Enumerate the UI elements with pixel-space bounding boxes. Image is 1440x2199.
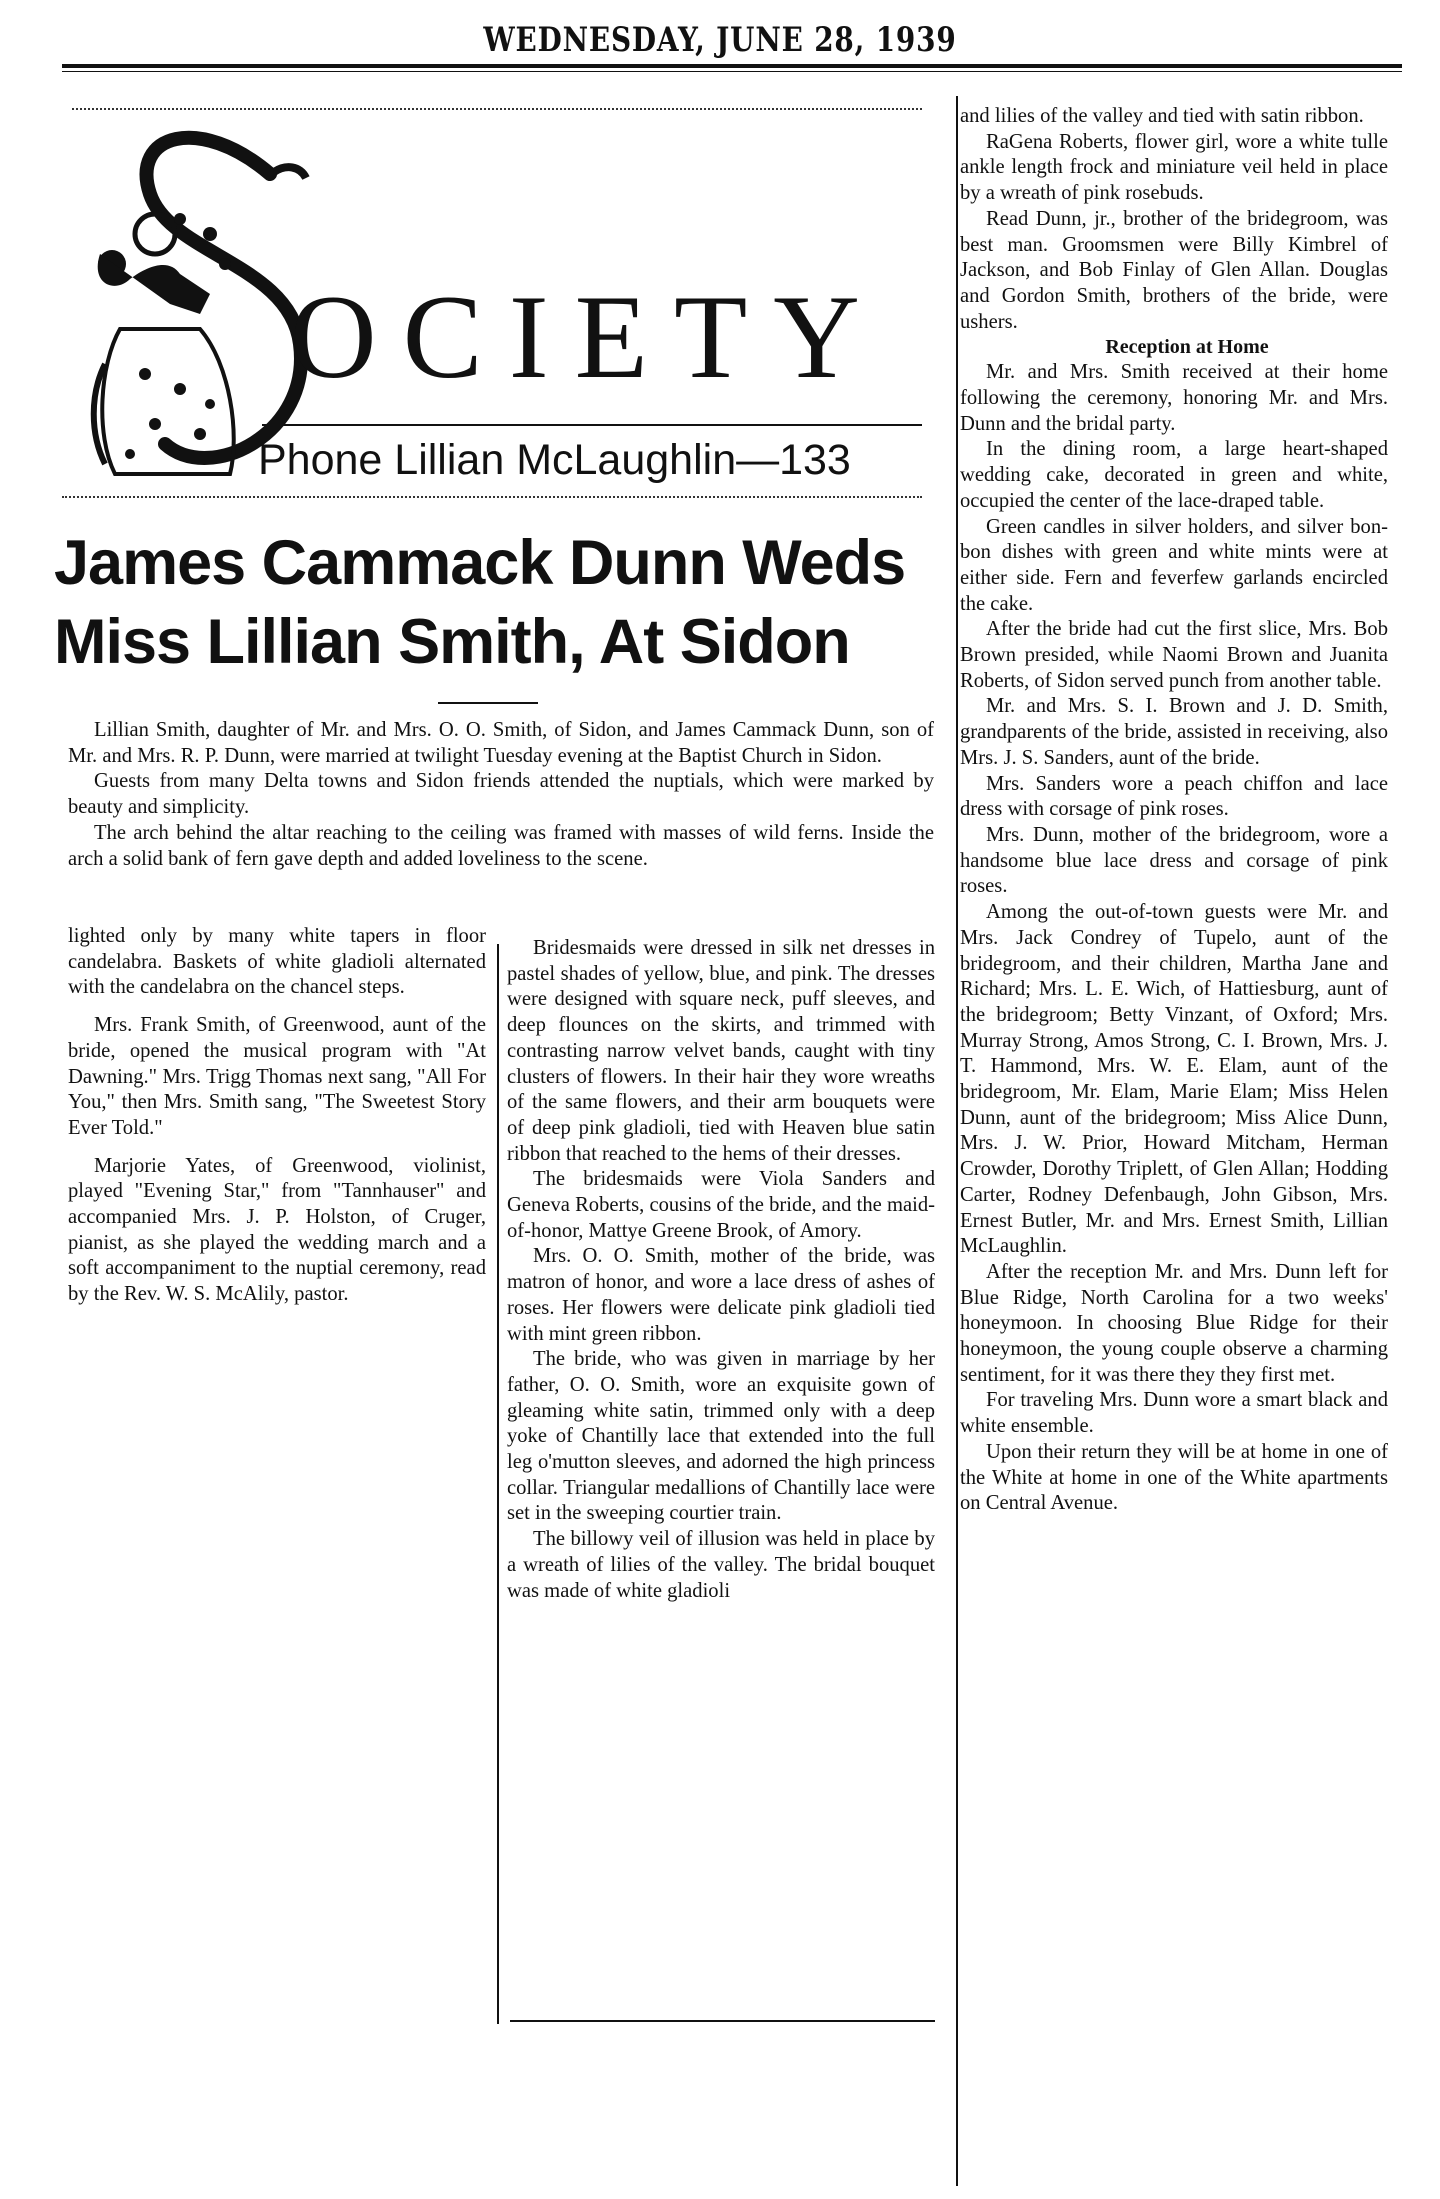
masthead-rule-thin — [62, 71, 1402, 72]
lead-paragraph: The arch behind the altar reaching to the ceiling was framed with masses of wild ferns. Inside the arch a solid bank of fern gave depth and added loveliness to the scene. — [68, 821, 934, 870]
lead-paragraph: Lillian Smith, daughter of Mr. and Mrs. O. O. Smith, of Sidon, and James Cammack Dunn, son of Mr. and Mrs. R. P. Dunn, were married at twilight Tuesday evening at the Baptist Church in Sidon. — [68, 719, 934, 767]
column-2-end-rule — [510, 2020, 935, 2022]
column-2-paragraph: Bridesmaids were dressed in silk net dresses in pastel shades of yellow, blue, and pink. The dresses were designed with square neck, puff sleeves, and deep flounces on the skirts, and trimmed with contrasting narrow velvet bands, caught with tiny clusters of flowers. In their hair they wore wreaths of the same flowers, and their arm bouquets were of deep pink gladioli, tied with Heaven blue satin ribbon that reached to the hems of their dresses. — [507, 937, 935, 1165]
column-2-paragraph: The bridesmaids were Viola Sanders and Geneva Roberts, cousins of the bride, and the maid-of-honor, Mattye Greene Brook, of Amory. — [507, 1168, 935, 1242]
column-3 — [960, 104, 1388, 1517]
dateline: WEDNESDAY, JUNE 28, 1939 — [483, 20, 957, 60]
column-3-paragraph: Read Dunn, jr., brother of the bridegroom, was best man. Groomsmen were Billy Kimbrel of Jackson, and Bob Finlay of Glen Allan. Douglas and Gordon Smith, brothers of the bride, were ushers. — [960, 207, 1388, 333]
column-1-paragraph: Mrs. Frank Smith, of Greenwood, aunt of the bride, opened the musical program with "At Dawning." Mrs. Trigg Thomas next sang, "All For You," then Mrs. Smith sang, "The Sweetest Story Ever Told." — [68, 1014, 486, 1139]
column-3-paragraph: Mr. and Mrs. Smith received at their home following the ceremony, honoring Mr. and Mrs. Dunn and the bridal party. — [960, 361, 1388, 435]
masthead-rule — [62, 64, 1402, 68]
column-3-paragraph: After the reception Mr. and Mrs. Dunn left for Blue Ridge, North Carolina for a two weeks' honeymoon. In choosing Blue Ridge for their honeymoon, the young couple observe a charming sentiment, for it was there they they first met. — [960, 1260, 1388, 1386]
headline-rule — [438, 702, 538, 704]
headline-line-2: Miss Lillian Smith, At Sidon — [54, 607, 850, 677]
column-2-paragraph: The billowy veil of illusion was held in place by a wreath of lilies of the valley. The bridal bouquet was made of white gladioli — [507, 1528, 935, 1602]
column-2 — [507, 936, 935, 1604]
society-mid-rule — [262, 424, 922, 426]
column-3-paragraph: RaGena Roberts, flower girl, wore a white tulle ankle length frock and miniature veil held in place by a wreath of pink rosebuds. — [960, 130, 1388, 205]
lead-text — [68, 718, 934, 872]
column-divider-right — [956, 96, 958, 2186]
phone-line: Phone Lillian McLaughlin—133 — [258, 436, 851, 484]
column-3-paragraph: After the bride had cut the first slice, Mrs. Bob Brown presided, while Naomi Brown and Juanita Roberts, of Sidon served punch from another table. — [960, 618, 1388, 692]
society-bottom-rule — [62, 496, 922, 498]
column-1 — [68, 924, 486, 1308]
column-2-paragraph: The bride, who was given in marriage by her father, O. O. Smith, wore an exquisite gown of gleaming white satin, trimmed only with a deep yoke of Chantilly lace that extended into the full leg o'mutton sleeves, and adorned the high princess collar. Triangular medallions of Chantilly lace were set in the sweeping courtier train. — [507, 1348, 935, 1525]
column-3-paragraph: Among the out-of-town guests were Mr. and Mrs. Jack Condrey of Tupelo, aunt of the bridegroom, and their children, Martha Jane and Richard; Mrs. L. E. Wich, of Hattiesburg, aunt of the bridegroom; Betty Vinzant, of Oxford; Mrs. Murray Strong, Amos Strong, C. I. Brown, Mrs. J. T. Hammond, Mrs. W. E. Elam, aunt of the bridegroom, Mr. Elam, Marie Elam; Miss Helen Dunn, aunt of the bridegroom; Miss Alice Dunn, Mrs. J. W. Prior, Howard Mitcham, Herman Crowder, Dorothy Triplett, of Glen Allan; Hodding Carter, Rodney Defenbaugh, John Gibson, Mrs. Ernest Butler, Mr. and Mrs. Ernest Smith, Lillian McLaughlin. — [960, 901, 1388, 1258]
column-3-continuation: and lilies of the valley and tied with satin ribbon. — [960, 105, 1364, 127]
column-1-continuation: lighted only by many white tapers in floor candelabra. Baskets of white gladioli alternated with the candelabra on the chancel steps. — [68, 925, 486, 999]
reception-subhead: Reception at Home — [1105, 336, 1269, 359]
column-3-paragraph: Mr. and Mrs. S. I. Brown and J. D. Smith, grandparents of the bride, assisted in receiving, also Mrs. J. S. Sanders, aunt of the bride. — [960, 695, 1388, 769]
section-title: OCIETY — [290, 270, 886, 403]
column-2-paragraph: Mrs. O. O. Smith, mother of the bride, was matron of honor, and wore a lace dress of ashes of roses. Her flowers were delicate pink gladioli tied with mint green ribbon. — [507, 1245, 935, 1345]
column-divider-middle — [497, 944, 499, 2024]
column-3-paragraph: In the dining room, a large heart-shaped wedding cake, decorated in green and white, occupied the center of the lace-draped table. — [960, 438, 1388, 512]
column-1-paragraph: Marjorie Yates, of Greenwood, violinist, played "Evening Star," from "Tannhauser" and accompanied Mrs. J. P. Holston, of Cruger, pianist, as she played the wedding march and a soft accompaniment to the nuptial ceremony, read by the Rev. W. S. McAlily, pastor. — [68, 1154, 486, 1306]
column-3-paragraph: Upon their return they will be at home in one of the White at home in one of the White apartments on Central Avenue. — [960, 1440, 1388, 1515]
column-3-paragraph: Mrs. Sanders wore a peach chiffon and lace dress with corsage of pink roses. — [960, 772, 1388, 821]
column-3-paragraph: Green candles in silver holders, and silver bon-bon dishes with green and white mints were at either side. Fern and feverfew garlands encircled the cake. — [960, 515, 1388, 615]
column-3-paragraph: For traveling Mrs. Dunn wore a smart black and white ensemble. — [960, 1389, 1388, 1438]
column-3-paragraph: Mrs. Dunn, mother of the bridegroom, wore a handsome blue lace dress and corsage of pink roses. — [960, 823, 1388, 898]
headline-line-1: James Cammack Dunn Weds — [54, 528, 906, 598]
lead-paragraph: Guests from many Delta towns and Sidon friends attended the nuptials, which were marked by beauty and simplicity. — [68, 770, 934, 819]
society-top-rule — [72, 108, 922, 110]
